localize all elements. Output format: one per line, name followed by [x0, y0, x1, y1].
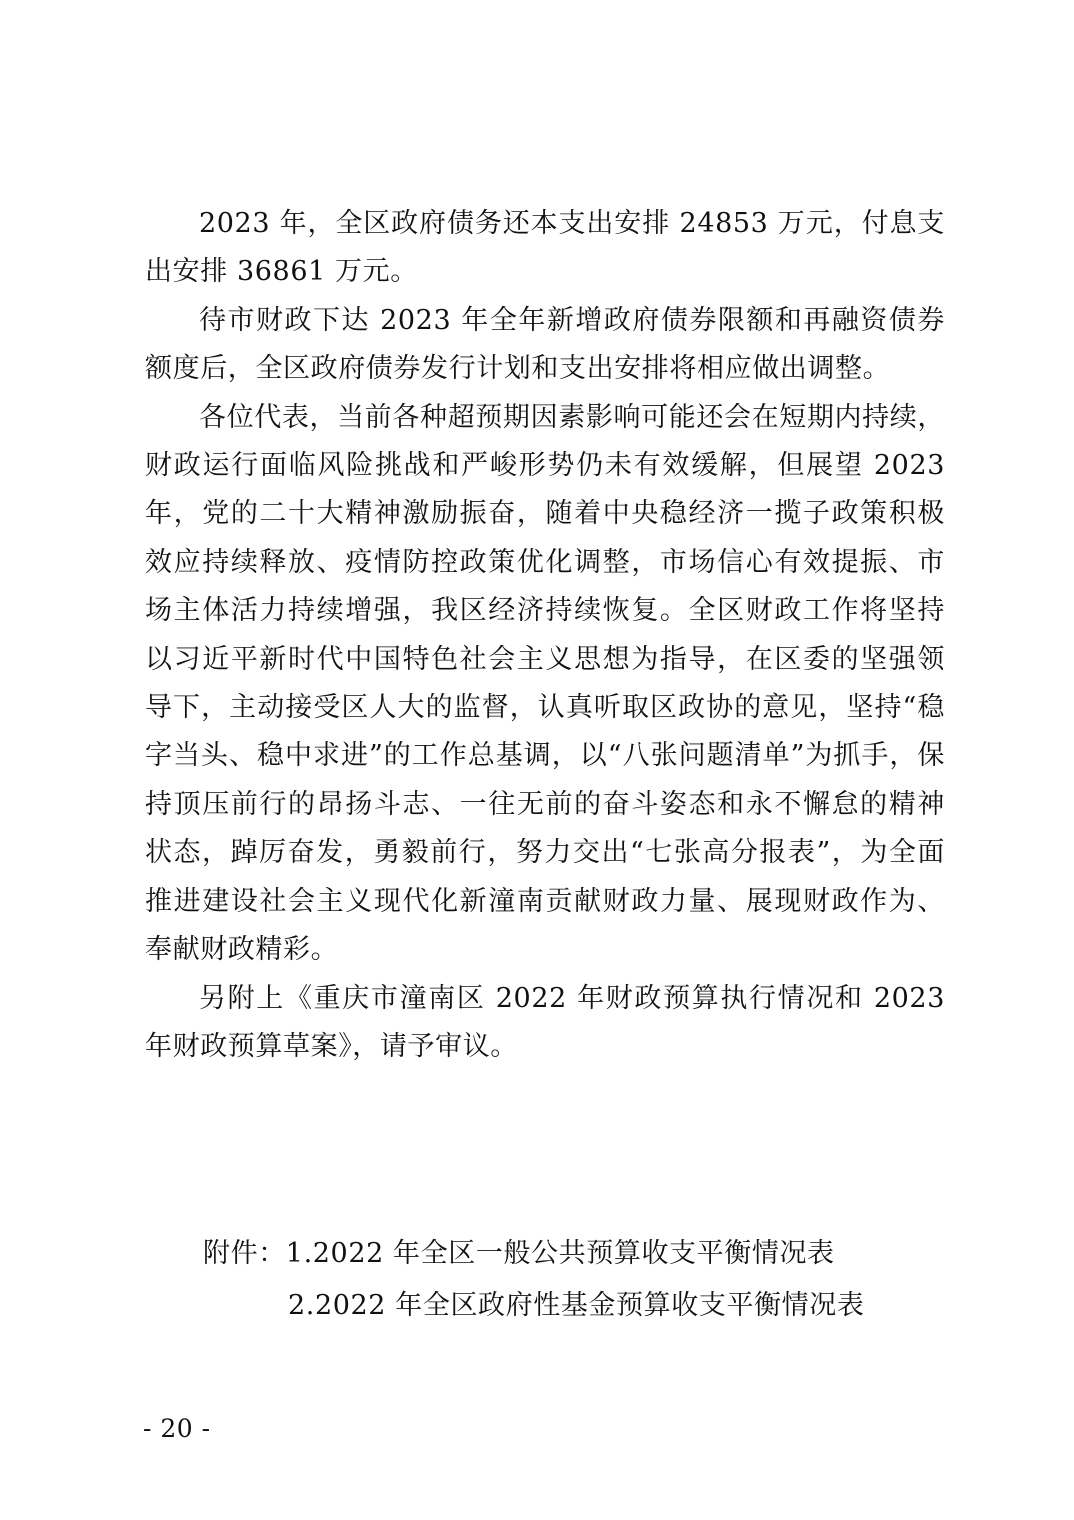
paragraph-outlook: 各位代表，当前各种超预期因素影响可能还会在短期内持续，财政运行面临风险挑战和严峻形势仍未有效缓解，但展望 2023 年，党的二十大精神激励振奋，随着中央稳经济一揽子政策积极效应持续释放、疫情防控政策优化调整，市场信心有效提振、市场主体活力持续增强，我区经济持续恢复。全区财政工作将坚持以习近平新时代中国特色社会主义思想为指导，在区委的坚强领导下，主动接受区人大的监督，认真听取区政协的意见，坚持“稳字当头、稳中求进”的工作总基调，以“八张问题清单”为抓手，保持顶压前行的昂扬斗志、一往无前的奋斗姿态和永不懈怠的精神状态，踔厉奋发，勇毅前行，努力交出“七张高分报表”，为全面推进建设社会主义现代化新潼南贡献财政力量、展现财政作为、奉献财政精彩。 — [145, 401, 945, 966]
paragraph-debt-expenditure: 2023 年，全区政府债务还本支出安排 24853 万元，付息支出安排 36861 万元。 — [145, 208, 945, 288]
paragraph-bond-adjustment: 待市财政下达 2023 年全年新增政府债券限额和再融资债券额度后，全区政府债券发行计划和支出安排将相应做出调整。 — [145, 304, 945, 385]
page-number: - 20 - — [143, 1414, 211, 1443]
attachment-item-2: 2.2022 年全区政府性基金预算收支平衡情况表 — [288, 1290, 865, 1321]
body-text — [145, 200, 945, 1071]
attachments-list — [203, 1228, 963, 1332]
attachment-item-1: 附件：1.2022 年全区一般公共预算收支平衡情况表 — [203, 1238, 835, 1269]
paragraph-submission: 另附上《重庆市潼南区 2022 年财政预算执行情况和 2023 年财政预算草案》，请予审议。 — [145, 982, 945, 1062]
